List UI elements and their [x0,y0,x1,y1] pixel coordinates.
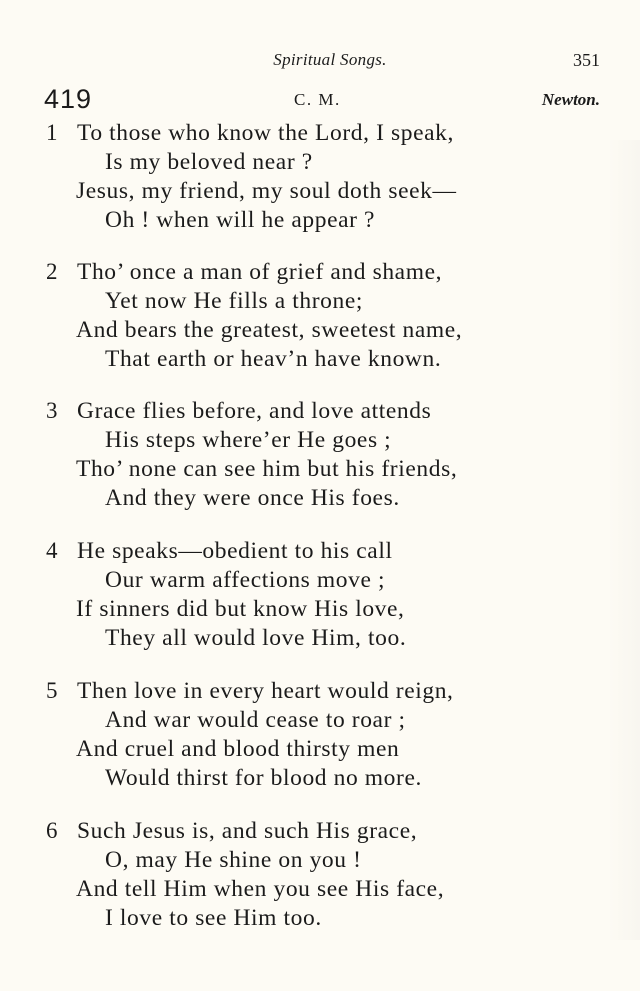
stanza-number: 2 [46,259,58,284]
stanza-line: And cruel and blood thirsty men [76,736,400,762]
stanza-line: Would thirst for blood no more. [105,765,422,791]
stanza-line: Tho’ none can see him but his friends, [76,456,458,482]
stanza-line: Grace flies before, and love attends [77,398,432,424]
hymn-author: Newton. [541,90,600,109]
stanza-line: O, may He shine on you ! [105,847,362,873]
facing-page-bleed [608,140,640,940]
stanza-line: That earth or heav’n have known. [105,346,442,372]
stanza-line: And tell Him when you see His face, [76,876,445,902]
stanza-line: He speaks—obedient to his call [77,538,393,564]
stanza-line: They all would love Him, too. [105,625,407,651]
stanza-line: Our warm affections move ; [105,567,386,593]
page-number: 351 [573,50,600,70]
hymn-number: 419 [44,84,93,114]
stanza-line: Is my beloved near ? [105,149,313,175]
stanza-line: Then love in every heart would reign, [77,678,454,704]
hymn-header [44,84,600,114]
running-title: Spiritual Songs. [273,50,387,69]
stanza-number: 5 [46,678,58,703]
stanza-line: Oh ! when will he appear ? [105,207,376,233]
stanza-line: And war would cease to roar ; [105,707,406,733]
stanza-line: I love to see Him too. [105,905,322,931]
stanza-number: 1 [46,120,58,145]
stanza-line: Jesus, my friend, my soul doth seek— [76,178,457,204]
stanza-number: 6 [46,818,58,843]
stanza-number: 3 [46,398,58,423]
stanza-line: His steps where’er He goes ; [105,427,392,453]
stanza-line: Such Jesus is, and such His grace, [77,818,418,844]
stanza-number: 4 [46,538,58,563]
stanza-line: And bears the greatest, sweetest name, [76,317,463,343]
stanza-line: Tho’ once a man of grief and shame, [77,259,443,285]
stanza-line: To those who know the Lord, I speak, [77,120,454,146]
hymn-meter: C. M. [294,90,341,109]
stanza-line: Yet now He fills a throne; [105,288,363,314]
stanza-line: And they were once His foes. [105,485,400,511]
stanza-line: If sinners did but know His love, [76,596,405,622]
